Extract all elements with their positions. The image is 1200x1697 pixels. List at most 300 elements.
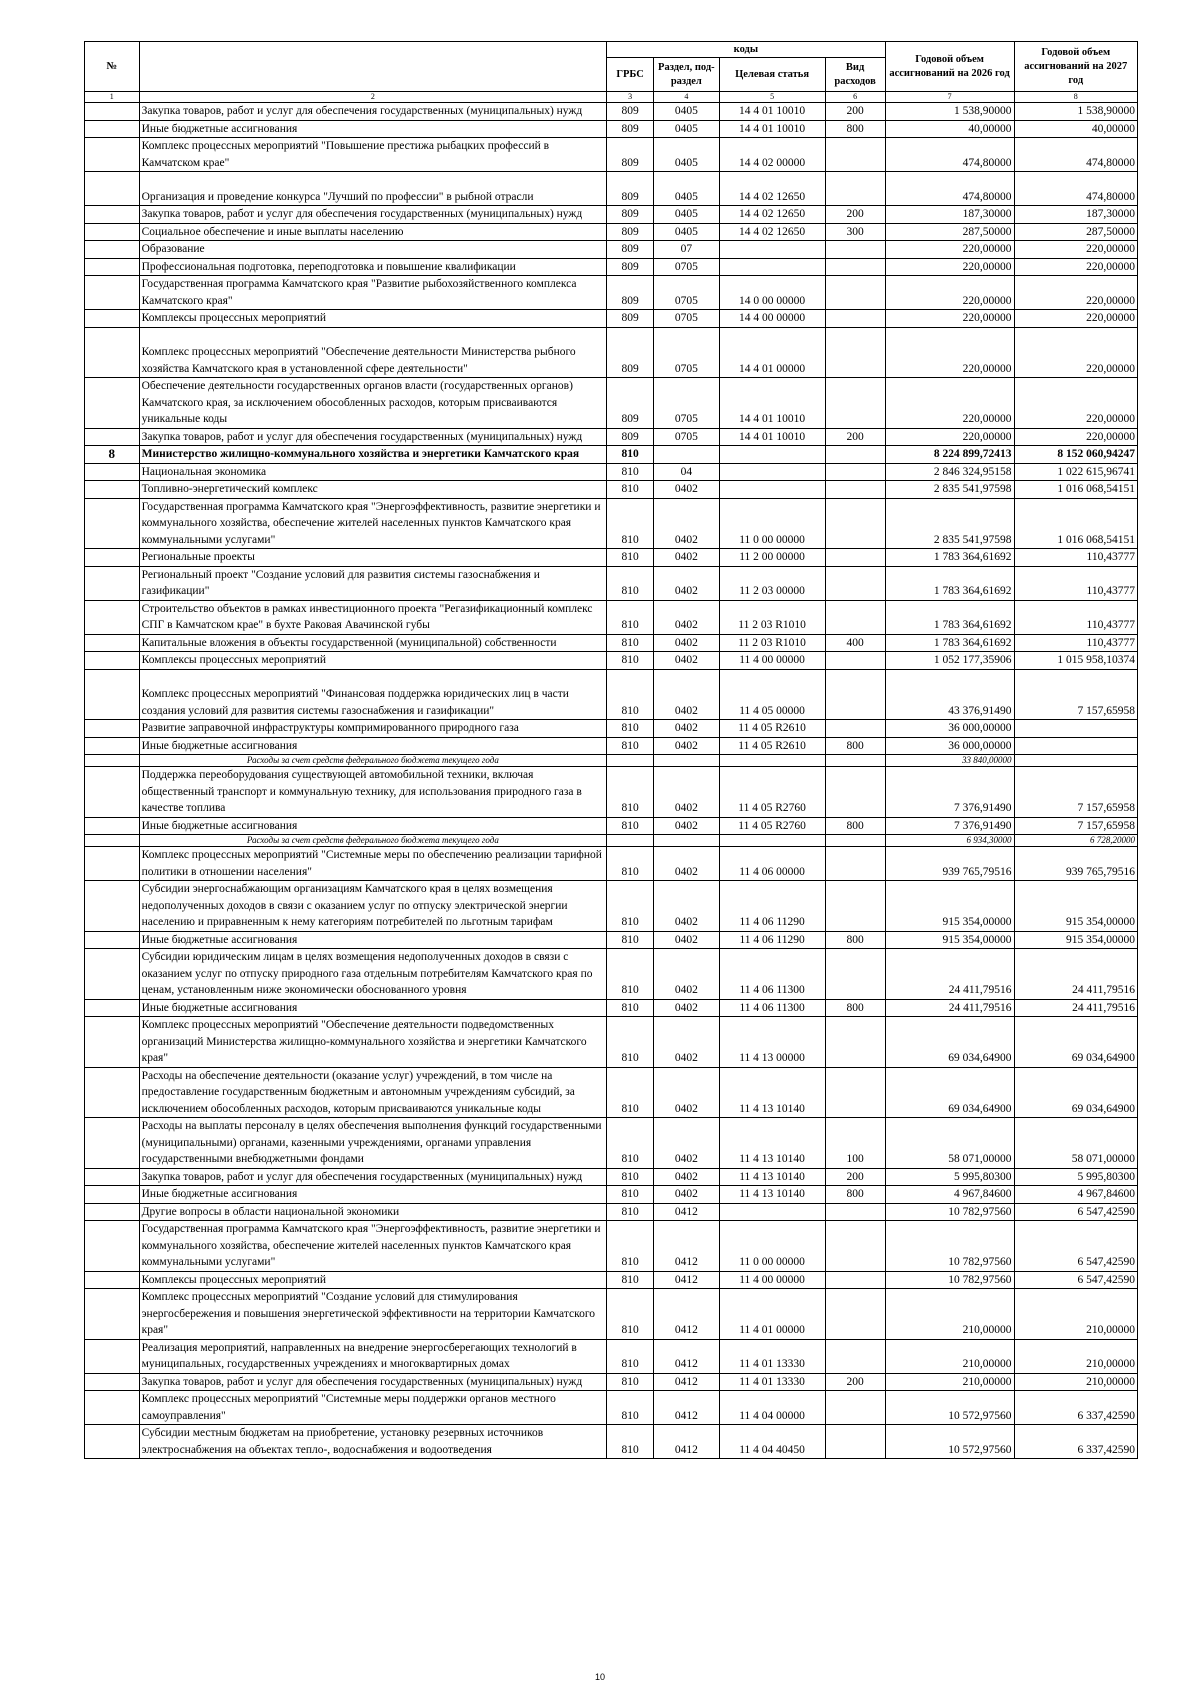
cell-expense-type: 200	[825, 206, 885, 224]
cell-number	[85, 566, 140, 600]
cell-amount-2026: 474,80000	[885, 138, 1014, 172]
cell-number	[85, 549, 140, 567]
cell-target-article: 11 4 13 10140	[719, 1067, 825, 1118]
cell-amount-2026: 220,00000	[885, 310, 1014, 328]
cell-amount-2026: 220,00000	[885, 258, 1014, 276]
table-row	[85, 120, 1138, 138]
cell-expense-type	[825, 566, 885, 600]
cell-grbs: 810	[607, 1373, 654, 1391]
cell-razdel: 0412	[654, 1271, 720, 1289]
cell-number	[85, 1271, 140, 1289]
cell-target-article	[719, 481, 825, 499]
cell-target-article	[719, 446, 825, 464]
cell-razdel: 0402	[654, 634, 720, 652]
cell-amount-2026: 1 783 364,61692	[885, 566, 1014, 600]
cell-name: Другие вопросы в области национальной экономики	[139, 1203, 607, 1221]
cell-razdel: 0412	[654, 1289, 720, 1340]
table-row	[85, 1425, 1138, 1459]
header-razdel: Раздел, под-раздел	[654, 58, 720, 92]
cell-target-article: 11 2 00 00000	[719, 549, 825, 567]
table-row	[85, 223, 1138, 241]
cell-name: Государственная программа Камчатского края "Развитие рыбохозяйственного комплекса Камчатского края"	[139, 276, 607, 310]
cell-amount-2027: 5 995,80300	[1014, 1168, 1137, 1186]
cell-grbs: 809	[607, 241, 654, 259]
cell-name: Поддержка переоборудования существующей автомобильной техники, включая общественный транспорт и коммунальную технику, для использования природного газа в качестве топлива	[139, 767, 607, 818]
cell-amount-2027	[1014, 737, 1137, 755]
cell-razdel: 07	[654, 241, 720, 259]
table-row-note	[85, 755, 1138, 767]
cell-amount-2027: 69 034,64900	[1014, 1017, 1137, 1068]
cell-number	[85, 881, 140, 932]
cell-grbs: 809	[607, 120, 654, 138]
cell-amount-2027: 220,00000	[1014, 258, 1137, 276]
cell-number	[85, 737, 140, 755]
cell-amount-2026: 69 034,64900	[885, 1067, 1014, 1118]
cell-amount-2027: 7 157,65958	[1014, 767, 1137, 818]
cell-number	[85, 1373, 140, 1391]
cell-number	[85, 1203, 140, 1221]
table-row	[85, 310, 1138, 328]
cell-razdel: 0405	[654, 138, 720, 172]
cell-target-article: 11 0 00 00000	[719, 498, 825, 549]
cell-grbs: 809	[607, 103, 654, 121]
cell-amount-2027: 1 016 068,54151	[1014, 481, 1137, 499]
cell-amount-2027: 220,00000	[1014, 276, 1137, 310]
cell-razdel: 0402	[654, 652, 720, 670]
cell-amount-2026: 210,00000	[885, 1339, 1014, 1373]
cell-razdel: 0405	[654, 120, 720, 138]
cell-number	[85, 498, 140, 549]
cell-expense-type	[825, 1203, 885, 1221]
cell-amount-2026: 7 376,91490	[885, 767, 1014, 818]
cell-expense-type	[825, 652, 885, 670]
cell-amount-2026: 187,30000	[885, 206, 1014, 224]
cell-number	[85, 241, 140, 259]
cell-target-article: 11 4 13 10140	[719, 1186, 825, 1204]
table-row	[85, 1017, 1138, 1068]
cell-number	[85, 847, 140, 881]
cell-amount-2027: 110,43777	[1014, 634, 1137, 652]
cell-target-article: 14 4 02 12650	[719, 172, 825, 206]
cell-name: Закупка товаров, работ и услуг для обеспечения государственных (муниципальных) нужд	[139, 1373, 607, 1391]
cell-amount-2027: 40,00000	[1014, 120, 1137, 138]
cell-target-article: 14 4 01 00000	[719, 327, 825, 378]
cell-amount-2026: 1 538,90000	[885, 103, 1014, 121]
cell-amount-2026: 939 765,79516	[885, 847, 1014, 881]
cell-target-article: 11 2 03 R1010	[719, 600, 825, 634]
table-row	[85, 1168, 1138, 1186]
header-index: 8	[1014, 92, 1137, 103]
cell-expense-type: 300	[825, 223, 885, 241]
table-row	[85, 1203, 1138, 1221]
cell-razdel: 0402	[654, 1017, 720, 1068]
cell-expense-type: 800	[825, 120, 885, 138]
cell-expense-type: 800	[825, 999, 885, 1017]
cell-amount-2026: 10 782,97560	[885, 1221, 1014, 1272]
cell-expense-type: 800	[825, 817, 885, 835]
cell-grbs: 810	[607, 817, 654, 835]
cell-target-article: 11 4 00 00000	[719, 1271, 825, 1289]
cell-name: Комплекс процессных мероприятий "Системные меры поддержки органов местного самоуправления"	[139, 1391, 607, 1425]
cell-razdel: 0705	[654, 310, 720, 328]
cell-expense-type	[825, 498, 885, 549]
cell-expense-type: 200	[825, 428, 885, 446]
header-index: 3	[607, 92, 654, 103]
cell-amount-2027: 69 034,64900	[1014, 1067, 1137, 1118]
cell-amount-2027: 6 337,42590	[1014, 1391, 1137, 1425]
cell-target-article: 11 4 01 13330	[719, 1373, 825, 1391]
cell-number	[85, 1017, 140, 1068]
cell-expense-type: 800	[825, 1186, 885, 1204]
cell-expense-type	[825, 1221, 885, 1272]
cell-grbs: 810	[607, 1425, 654, 1459]
header-index: 5	[719, 92, 825, 103]
cell-target-article: 11 4 05 R2760	[719, 817, 825, 835]
cell-expense-type	[825, 600, 885, 634]
cell-razdel: 0402	[654, 949, 720, 1000]
cell-razdel	[654, 446, 720, 464]
cell-name: Комплексы процессных мероприятий	[139, 652, 607, 670]
cell-amount-2026: 210,00000	[885, 1373, 1014, 1391]
cell-grbs: 810	[607, 1391, 654, 1425]
cell-razdel: 0412	[654, 1339, 720, 1373]
cell-amount-2027: 7 157,65958	[1014, 817, 1137, 835]
cell-grbs: 810	[607, 999, 654, 1017]
cell-amount-2027: 210,00000	[1014, 1373, 1137, 1391]
table-row	[85, 276, 1138, 310]
cell-name: Расходы на выплаты персоналу в целях обеспечения выполнения функций государственными (муниципальными) органами, казенными учреждениями, органами управления государственными внебюджетными фондами	[139, 1118, 607, 1169]
table-row	[85, 817, 1138, 835]
cell-name: Обеспечение деятельности государственных органов власти (государственных органов) Камчатского края, за исключением обособленных расходов, которым присваиваются уникальные коды	[139, 378, 607, 429]
cell-grbs: 810	[607, 652, 654, 670]
cell-expense-type: 800	[825, 931, 885, 949]
cell-amount-2027: 939 765,79516	[1014, 847, 1137, 881]
cell-grbs: 810	[607, 949, 654, 1000]
cell-amount-2026: 6 934,30000	[885, 835, 1014, 847]
cell-number	[85, 103, 140, 121]
cell-number	[85, 1067, 140, 1118]
cell-amount-2027: 220,00000	[1014, 428, 1137, 446]
cell-amount-2026: 1 783 364,61692	[885, 549, 1014, 567]
cell-expense-type	[825, 847, 885, 881]
cell-grbs: 810	[607, 566, 654, 600]
cell-expense-type: 200	[825, 1373, 885, 1391]
cell-amount-2026: 36 000,00000	[885, 737, 1014, 755]
cell-target-article	[719, 835, 825, 847]
cell-amount-2027: 1 538,90000	[1014, 103, 1137, 121]
cell-expense-type: 200	[825, 1168, 885, 1186]
table-row	[85, 1391, 1138, 1425]
cell-amount-2027: 474,80000	[1014, 138, 1137, 172]
cell-grbs: 809	[607, 276, 654, 310]
cell-target-article: 11 4 01 00000	[719, 1289, 825, 1340]
cell-amount-2026: 2 835 541,97598	[885, 481, 1014, 499]
cell-target-article: 14 4 01 10010	[719, 378, 825, 429]
cell-amount-2027: 6 547,42590	[1014, 1271, 1137, 1289]
cell-grbs: 810	[607, 446, 654, 464]
cell-razdel: 0705	[654, 378, 720, 429]
cell-amount-2026: 33 840,00000	[885, 755, 1014, 767]
table-row	[85, 720, 1138, 738]
cell-target-article: 14 4 02 12650	[719, 223, 825, 241]
cell-razdel: 0402	[654, 669, 720, 720]
cell-razdel: 0405	[654, 206, 720, 224]
cell-amount-2026: 24 411,79516	[885, 949, 1014, 1000]
cell-number	[85, 755, 140, 767]
cell-razdel: 0402	[654, 881, 720, 932]
cell-grbs: 810	[607, 1186, 654, 1204]
cell-number	[85, 817, 140, 835]
cell-target-article: 11 4 00 00000	[719, 652, 825, 670]
cell-name: Иные бюджетные ассигнования	[139, 1186, 607, 1204]
table-row	[85, 600, 1138, 634]
cell-amount-2027: 7 157,65958	[1014, 669, 1137, 720]
table-row	[85, 1271, 1138, 1289]
cell-expense-type	[825, 881, 885, 932]
table-row	[85, 1118, 1138, 1169]
cell-number	[85, 223, 140, 241]
table-row	[85, 206, 1138, 224]
header-codes: коды	[607, 42, 886, 58]
cell-razdel: 0402	[654, 498, 720, 549]
cell-razdel: 0402	[654, 931, 720, 949]
cell-grbs: 809	[607, 138, 654, 172]
cell-expense-type	[825, 276, 885, 310]
budget-table-page	[84, 41, 1138, 1459]
cell-grbs: 810	[607, 720, 654, 738]
table-body	[85, 103, 1138, 1459]
header-index: 1	[85, 92, 140, 103]
cell-target-article: 11 2 03 00000	[719, 566, 825, 600]
cell-name: Иные бюджетные ассигнования	[139, 120, 607, 138]
cell-number	[85, 172, 140, 206]
cell-amount-2027: 58 071,00000	[1014, 1118, 1137, 1169]
cell-grbs: 809	[607, 310, 654, 328]
cell-razdel: 0412	[654, 1203, 720, 1221]
cell-amount-2026: 10 782,97560	[885, 1203, 1014, 1221]
cell-target-article: 11 4 06 11290	[719, 931, 825, 949]
cell-grbs: 810	[607, 1067, 654, 1118]
cell-expense-type	[825, 310, 885, 328]
cell-amount-2026: 1 783 364,61692	[885, 600, 1014, 634]
cell-target-article: 14 4 02 12650	[719, 206, 825, 224]
table-row	[85, 241, 1138, 259]
table-row	[85, 949, 1138, 1000]
table-row	[85, 549, 1138, 567]
table-row	[85, 1289, 1138, 1340]
cell-amount-2026: 220,00000	[885, 241, 1014, 259]
cell-amount-2027: 474,80000	[1014, 172, 1137, 206]
cell-grbs: 810	[607, 669, 654, 720]
cell-name: Комплекс процессных мероприятий "Финансовая поддержка юридических лиц в части создания условий для развития системы газоснабжения и газификации"	[139, 669, 607, 720]
cell-grbs: 810	[607, 737, 654, 755]
cell-number	[85, 378, 140, 429]
cell-name: Топливно-энергетический комплекс	[139, 481, 607, 499]
cell-grbs: 810	[607, 600, 654, 634]
cell-amount-2027: 1 015 958,10374	[1014, 652, 1137, 670]
cell-target-article: 11 4 05 R2610	[719, 737, 825, 755]
table-row	[85, 566, 1138, 600]
cell-name: Образование	[139, 241, 607, 259]
cell-grbs	[607, 755, 654, 767]
cell-amount-2027: 220,00000	[1014, 378, 1137, 429]
table-row	[85, 172, 1138, 206]
cell-expense-type	[825, 720, 885, 738]
cell-name: Профессиональная подготовка, переподготовка и повышение квалификации	[139, 258, 607, 276]
cell-amount-2026: 287,50000	[885, 223, 1014, 241]
cell-number	[85, 1289, 140, 1340]
cell-expense-type	[825, 949, 885, 1000]
cell-razdel: 0412	[654, 1221, 720, 1272]
cell-amount-2026: 220,00000	[885, 428, 1014, 446]
cell-amount-2027: 6 547,42590	[1014, 1203, 1137, 1221]
page-number: 10	[594, 1672, 605, 1682]
cell-name: Расходы за счет средств федерального бюджета текущего года	[139, 835, 607, 847]
cell-amount-2027: 6 547,42590	[1014, 1221, 1137, 1272]
cell-razdel: 0402	[654, 720, 720, 738]
cell-razdel: 0412	[654, 1373, 720, 1391]
cell-amount-2027: 915 354,00000	[1014, 931, 1137, 949]
cell-name: Комплекс процессных мероприятий "Обеспечение деятельности подведомственных организаций Министерства жилищно-коммунального хозяйства и энергетики Камчатского края"	[139, 1017, 607, 1068]
cell-grbs: 809	[607, 206, 654, 224]
cell-target-article: 11 4 05 R2610	[719, 720, 825, 738]
cell-grbs: 810	[607, 481, 654, 499]
header-index: 4	[654, 92, 720, 103]
cell-name: Закупка товаров, работ и услуг для обеспечения государственных (муниципальных) нужд	[139, 1168, 607, 1186]
cell-amount-2027	[1014, 755, 1137, 767]
cell-expense-type	[825, 1289, 885, 1340]
table-row	[85, 463, 1138, 481]
table-row	[85, 669, 1138, 720]
cell-number	[85, 1118, 140, 1169]
cell-target-article	[719, 755, 825, 767]
table-row	[85, 378, 1138, 429]
cell-amount-2027: 210,00000	[1014, 1339, 1137, 1373]
cell-amount-2026: 69 034,64900	[885, 1017, 1014, 1068]
table-row	[85, 138, 1138, 172]
cell-amount-2026: 36 000,00000	[885, 720, 1014, 738]
cell-number	[85, 258, 140, 276]
cell-name: Субсидии юридическим лицам в целях возмещения недополученных доходов в связи с оказанием услуг по отпуску природного газа отдельным потребителям Камчатского края по ценам, установленным ниже экономически обоснованного уровня	[139, 949, 607, 1000]
table-row	[85, 847, 1138, 881]
cell-name: Региональные проекты	[139, 549, 607, 567]
cell-expense-type: 200	[825, 103, 885, 121]
cell-amount-2027: 110,43777	[1014, 600, 1137, 634]
table-row	[85, 103, 1138, 121]
cell-grbs: 809	[607, 327, 654, 378]
table-row	[85, 327, 1138, 378]
cell-grbs: 810	[607, 1339, 654, 1373]
cell-name: Реализация мероприятий, направленных на внедрение энергосберегающих технологий в муниципальных, государственных учреждениях и многоквартирных домах	[139, 1339, 607, 1373]
cell-name: Региональный проект "Создание условий для развития системы газоснабжения и газификации"	[139, 566, 607, 600]
cell-razdel: 0402	[654, 767, 720, 818]
cell-target-article	[719, 463, 825, 481]
cell-expense-type: 100	[825, 1118, 885, 1169]
cell-amount-2026: 220,00000	[885, 327, 1014, 378]
cell-grbs: 810	[607, 931, 654, 949]
cell-grbs: 809	[607, 223, 654, 241]
cell-expense-type	[825, 1391, 885, 1425]
cell-grbs: 810	[607, 1289, 654, 1340]
cell-expense-type: 400	[825, 634, 885, 652]
cell-grbs: 809	[607, 428, 654, 446]
cell-target-article: 14 4 01 10010	[719, 428, 825, 446]
table-row	[85, 1339, 1138, 1373]
cell-number	[85, 481, 140, 499]
cell-name: Комплекс процессных мероприятий "Создание условий для стимулирования энергосбережения и повышения энергетической эффективности на территории Камчатского края"	[139, 1289, 607, 1340]
cell-grbs: 810	[607, 1221, 654, 1272]
cell-number	[85, 428, 140, 446]
table-row	[85, 481, 1138, 499]
cell-razdel: 0402	[654, 1067, 720, 1118]
cell-target-article: 11 4 06 00000	[719, 847, 825, 881]
cell-expense-type	[825, 241, 885, 259]
cell-number: 8	[85, 446, 140, 464]
cell-amount-2026: 24 411,79516	[885, 999, 1014, 1017]
cell-amount-2026: 915 354,00000	[885, 881, 1014, 932]
cell-amount-2026: 220,00000	[885, 276, 1014, 310]
cell-expense-type	[825, 258, 885, 276]
cell-razdel: 0412	[654, 1391, 720, 1425]
cell-amount-2027: 220,00000	[1014, 310, 1137, 328]
header-grbs: ГРБС	[607, 58, 654, 92]
table-row	[85, 634, 1138, 652]
cell-expense-type	[825, 378, 885, 429]
cell-grbs: 810	[607, 1168, 654, 1186]
cell-number	[85, 463, 140, 481]
cell-grbs	[607, 835, 654, 847]
cell-amount-2026: 10 572,97560	[885, 1425, 1014, 1459]
table-row	[85, 767, 1138, 818]
cell-razdel: 0402	[654, 549, 720, 567]
cell-target-article: 14 4 01 10010	[719, 120, 825, 138]
cell-amount-2026: 58 071,00000	[885, 1118, 1014, 1169]
cell-amount-2027: 8 152 060,94247	[1014, 446, 1137, 464]
cell-amount-2027: 1 022 615,96741	[1014, 463, 1137, 481]
cell-grbs: 810	[607, 1017, 654, 1068]
cell-expense-type	[825, 327, 885, 378]
header-target-article: Целевая статья	[719, 58, 825, 92]
cell-razdel: 0402	[654, 737, 720, 755]
cell-amount-2026: 43 376,91490	[885, 669, 1014, 720]
cell-target-article	[719, 241, 825, 259]
cell-expense-type	[825, 669, 885, 720]
cell-grbs: 810	[607, 463, 654, 481]
table-row	[85, 1221, 1138, 1272]
header-expense-type: Вид расходов	[825, 58, 885, 92]
cell-name: Субсидии энергоснабжающим организациям Камчатского края в целях возмещения недополученных доходов в связи с оказанием услуг по отпуску электрической энергии населению и приравненным к нему категориям потребителей по льготным тарифам	[139, 881, 607, 932]
cell-number	[85, 206, 140, 224]
budget-table	[84, 41, 1138, 1459]
cell-name: Комплексы процессных мероприятий	[139, 310, 607, 328]
cell-amount-2027: 220,00000	[1014, 327, 1137, 378]
cell-grbs: 809	[607, 172, 654, 206]
cell-expense-type	[825, 172, 885, 206]
cell-grbs: 810	[607, 1203, 654, 1221]
cell-razdel: 0412	[654, 1425, 720, 1459]
cell-name: Строительство объектов в рамках инвестиционного проекта "Регазификационный комплекс СПГ в Камчатском крае" в бухте Раковая Авачинской губы	[139, 600, 607, 634]
cell-name: Иные бюджетные ассигнования	[139, 737, 607, 755]
cell-amount-2026: 2 846 324,95158	[885, 463, 1014, 481]
cell-number	[85, 652, 140, 670]
cell-expense-type	[825, 1271, 885, 1289]
table-row	[85, 737, 1138, 755]
cell-number	[85, 1168, 140, 1186]
cell-razdel: 0705	[654, 276, 720, 310]
cell-target-article: 11 4 01 13330	[719, 1339, 825, 1373]
cell-target-article: 14 4 01 10010	[719, 103, 825, 121]
cell-number	[85, 120, 140, 138]
